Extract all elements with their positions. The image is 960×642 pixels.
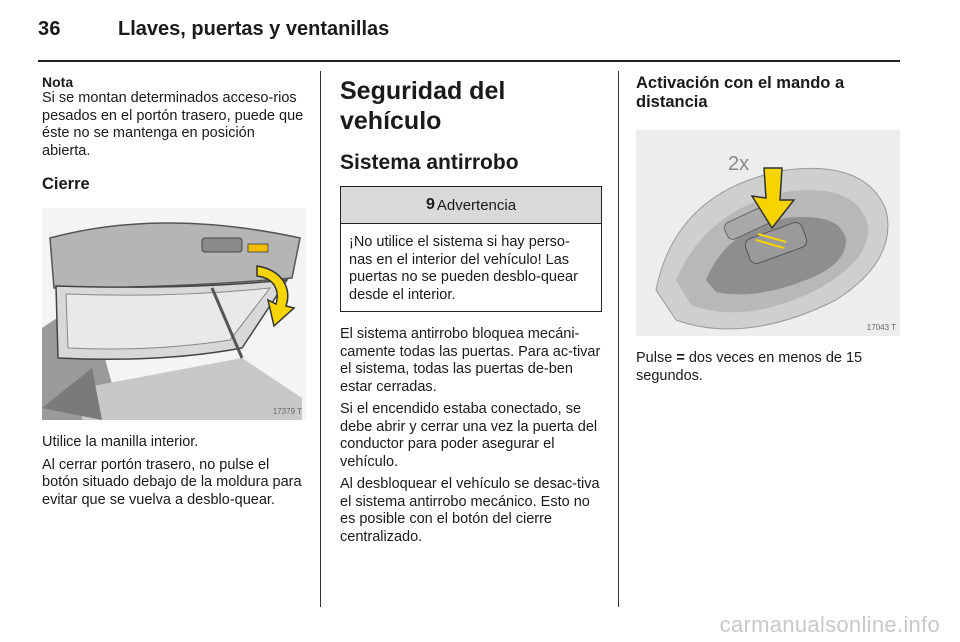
remote-key-illustration — [636, 130, 900, 336]
warning-text: ¡No utilice el sistema si hay perso-nas en el interior del vehículo! Las puertas no se pueden desblo-quear desde el interior. — [349, 234, 578, 303]
note-text: Si se montan determinados acceso-rios pesados en el portón trasero, puede que éste no se mantenga en posición abierta. — [42, 90, 304, 159]
chapter-title: Llaves, puertas y ventanillas — [118, 18, 390, 40]
note-title: Nota — [42, 74, 74, 90]
instruction-pre: Pulse — [636, 350, 673, 366]
paragraph: Utilice la manilla interior. — [42, 434, 199, 450]
section-title-cierre: Cierre — [42, 175, 90, 193]
warning-title: Advertencia — [436, 196, 517, 214]
column-divider-2 — [618, 71, 619, 607]
remote-key-drawing — [636, 130, 900, 336]
paragraph: Al cerrar portón trasero, no pulse el botón situado debajo de la moldura para evitar que se vuelva a desblo-quear. — [42, 456, 302, 508]
section-title-mando: Activación con el mando a distancia — [636, 74, 845, 111]
press-count-text: 2x — [728, 153, 750, 175]
column-divider-1 — [320, 71, 321, 607]
paragraph: Si el encendido estaba conectado, se debe abrir y cerrar una vez la puerta del conductor para poder asegurar el vehículo. — [340, 401, 598, 470]
column-1 — [42, 74, 306, 514]
warning-icon: 9 — [425, 196, 435, 213]
paragraph: Al desbloquear el vehículo se desac-tiva el sistema antirrobo mecánico. Esto no es posible con el botón del cierre centralizado. — [340, 476, 600, 545]
figure-label: 17379 T — [272, 407, 302, 416]
tailgate-illustration — [42, 208, 306, 420]
warning-box — [340, 186, 602, 312]
column-3 — [636, 74, 906, 390]
figure-label: 17043 T — [866, 323, 896, 332]
instruction-post: dos veces en menos de 15 segundos. — [636, 350, 863, 384]
tailgate-drawing — [42, 208, 306, 420]
lock-button-symbol: = — [676, 350, 685, 366]
page-header — [38, 18, 900, 52]
page-number: 36 — [38, 18, 61, 40]
watermark: carmanualsonline.info — [719, 612, 940, 637]
header-rule — [38, 60, 900, 62]
paragraph: El sistema antirrobo bloquea mecáni-camente todas las puertas. Para ac-tivar el sistema, todas las puertas de-ben estar cerradas. — [340, 326, 601, 395]
instruction-paragraph — [636, 350, 906, 385]
subsection-title-antirrobo: Sistema antirrobo — [340, 151, 519, 174]
column-2 — [340, 74, 604, 551]
warning-header — [341, 187, 601, 224]
section-title-seguridad: Seguridad del vehículo — [340, 77, 506, 135]
